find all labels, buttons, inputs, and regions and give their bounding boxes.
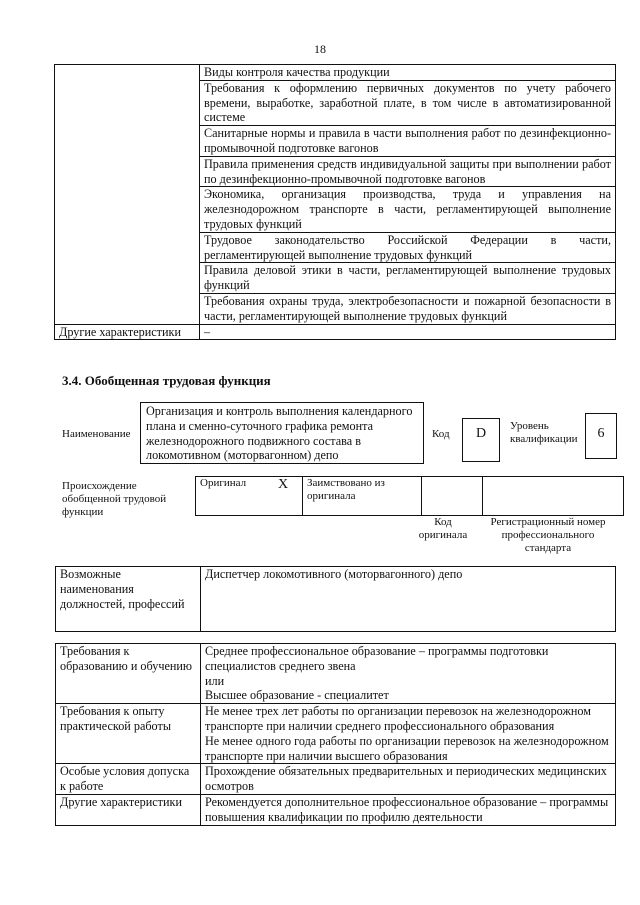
table-row	[56, 794, 616, 825]
code-value-box: D	[462, 418, 500, 462]
origin-code-caption: Код оригинала	[418, 516, 468, 541]
requirement-line: Не менее трех лет работы по организации перевозок на железнодорожном транспорте при наличии среднего профессионального образования	[205, 704, 591, 733]
requirement-value	[201, 704, 616, 764]
table-cell-left	[55, 65, 200, 325]
positions-value: Диспетчер локомотивного (моторвагонного) депо	[201, 567, 616, 632]
requirement-label: Другие характеристики	[56, 794, 201, 825]
requirement-value	[201, 644, 616, 704]
positions-table	[55, 566, 616, 632]
requirements-table	[55, 643, 616, 826]
requirement-value	[201, 764, 616, 795]
origin-code-cell	[422, 477, 483, 516]
table-cell-label: Другие характеристики	[55, 324, 200, 340]
table-row	[56, 644, 616, 704]
table-row	[56, 764, 616, 795]
original-mark: X	[264, 477, 303, 516]
requirement-label: Особые условия допуска к работе	[56, 764, 201, 795]
knowledge-table	[54, 64, 616, 340]
table-row	[196, 477, 624, 516]
requirement-line: Рекомендуется дополнительное профессиональное образование – программы повышения квалификации по профилю деятельности	[205, 794, 609, 824]
requirement-label: Требования к образованию и обучению	[56, 644, 201, 704]
borrowed-label: Заимствовано из оригинала	[303, 477, 422, 516]
page-number: 18	[314, 42, 326, 56]
requirement-line: или	[205, 673, 225, 688]
requirement-value	[201, 794, 616, 825]
requirement-line: Не менее одного года работы по организации перевозок на железнодорожном транспорте при наличии высшего образования	[205, 733, 609, 763]
table-cell: Требования охраны труда, электробезопасности и пожарной безопасности в части, регламентирующей выполнение трудовых функций	[200, 293, 616, 324]
table-cell: Требования к оформлению первичных документов по учету рабочего времени, выработке, заработной плате, в том числе в автоматизированной системе	[200, 80, 616, 125]
naming-label: Наименование	[62, 428, 131, 440]
qualification-level-label: Уровень квалификации	[510, 420, 578, 445]
table-row	[56, 567, 616, 632]
table-cell: –	[200, 324, 616, 340]
table-cell: Правила деловой этики в части, регламентирующей выполнение трудовых функций	[200, 263, 616, 294]
code-label: Код	[432, 428, 450, 440]
requirement-label: Требования к опыту практической работы	[56, 704, 201, 764]
table-cell: Трудовое законодательство Российской Федерации в части, регламентирующей выполнение трудовых функций	[200, 232, 616, 263]
section-title: 3.4. Обобщенная трудовая функция	[62, 373, 271, 388]
requirement-line: Высшее образование - специалитет	[205, 688, 389, 703]
table-row	[55, 324, 616, 340]
qualification-level-box: 6	[585, 413, 617, 459]
table-cell: Санитарные нормы и правила в части выполнения работ по дезинфекционно-промывочной подготовке вагонов	[200, 126, 616, 157]
origin-reg-number-cell	[483, 477, 624, 516]
origin-table	[195, 476, 624, 516]
table-row	[56, 704, 616, 764]
requirement-line: Прохождение обязательных предварительных и периодических медицинских осмотров	[205, 764, 607, 794]
table-cell: Правила применения средств индивидуальной защиты при выполнении работ по дезинфекционно-промывочной подготовке вагонов	[200, 156, 616, 187]
function-name-box: Организация и контроль выполнения календарного плана и сменно-суточного графика ремонта железнодорожного подвижного состава в локомотивном (моторвагонном) депо	[140, 402, 424, 464]
positions-label: Возможные наименования должностей, профессий	[56, 567, 201, 632]
table-cell: Виды контроля качества продукции	[200, 65, 616, 81]
table-cell: Экономика, организация производства, труда и управления на железнодорожном транспорте в части, регламентирующей выполнение трудовых функций	[200, 187, 616, 232]
table-row	[55, 65, 616, 81]
requirement-line: Среднее профессиональное образование – программы подготовки специалистов среднего звена	[205, 644, 549, 673]
original-label: Оригинал	[196, 477, 265, 516]
origin-label: Происхождение обобщенной трудовой функции	[62, 480, 167, 518]
origin-reg-caption: Регистрационный номер профессионального стандарта	[490, 516, 606, 554]
